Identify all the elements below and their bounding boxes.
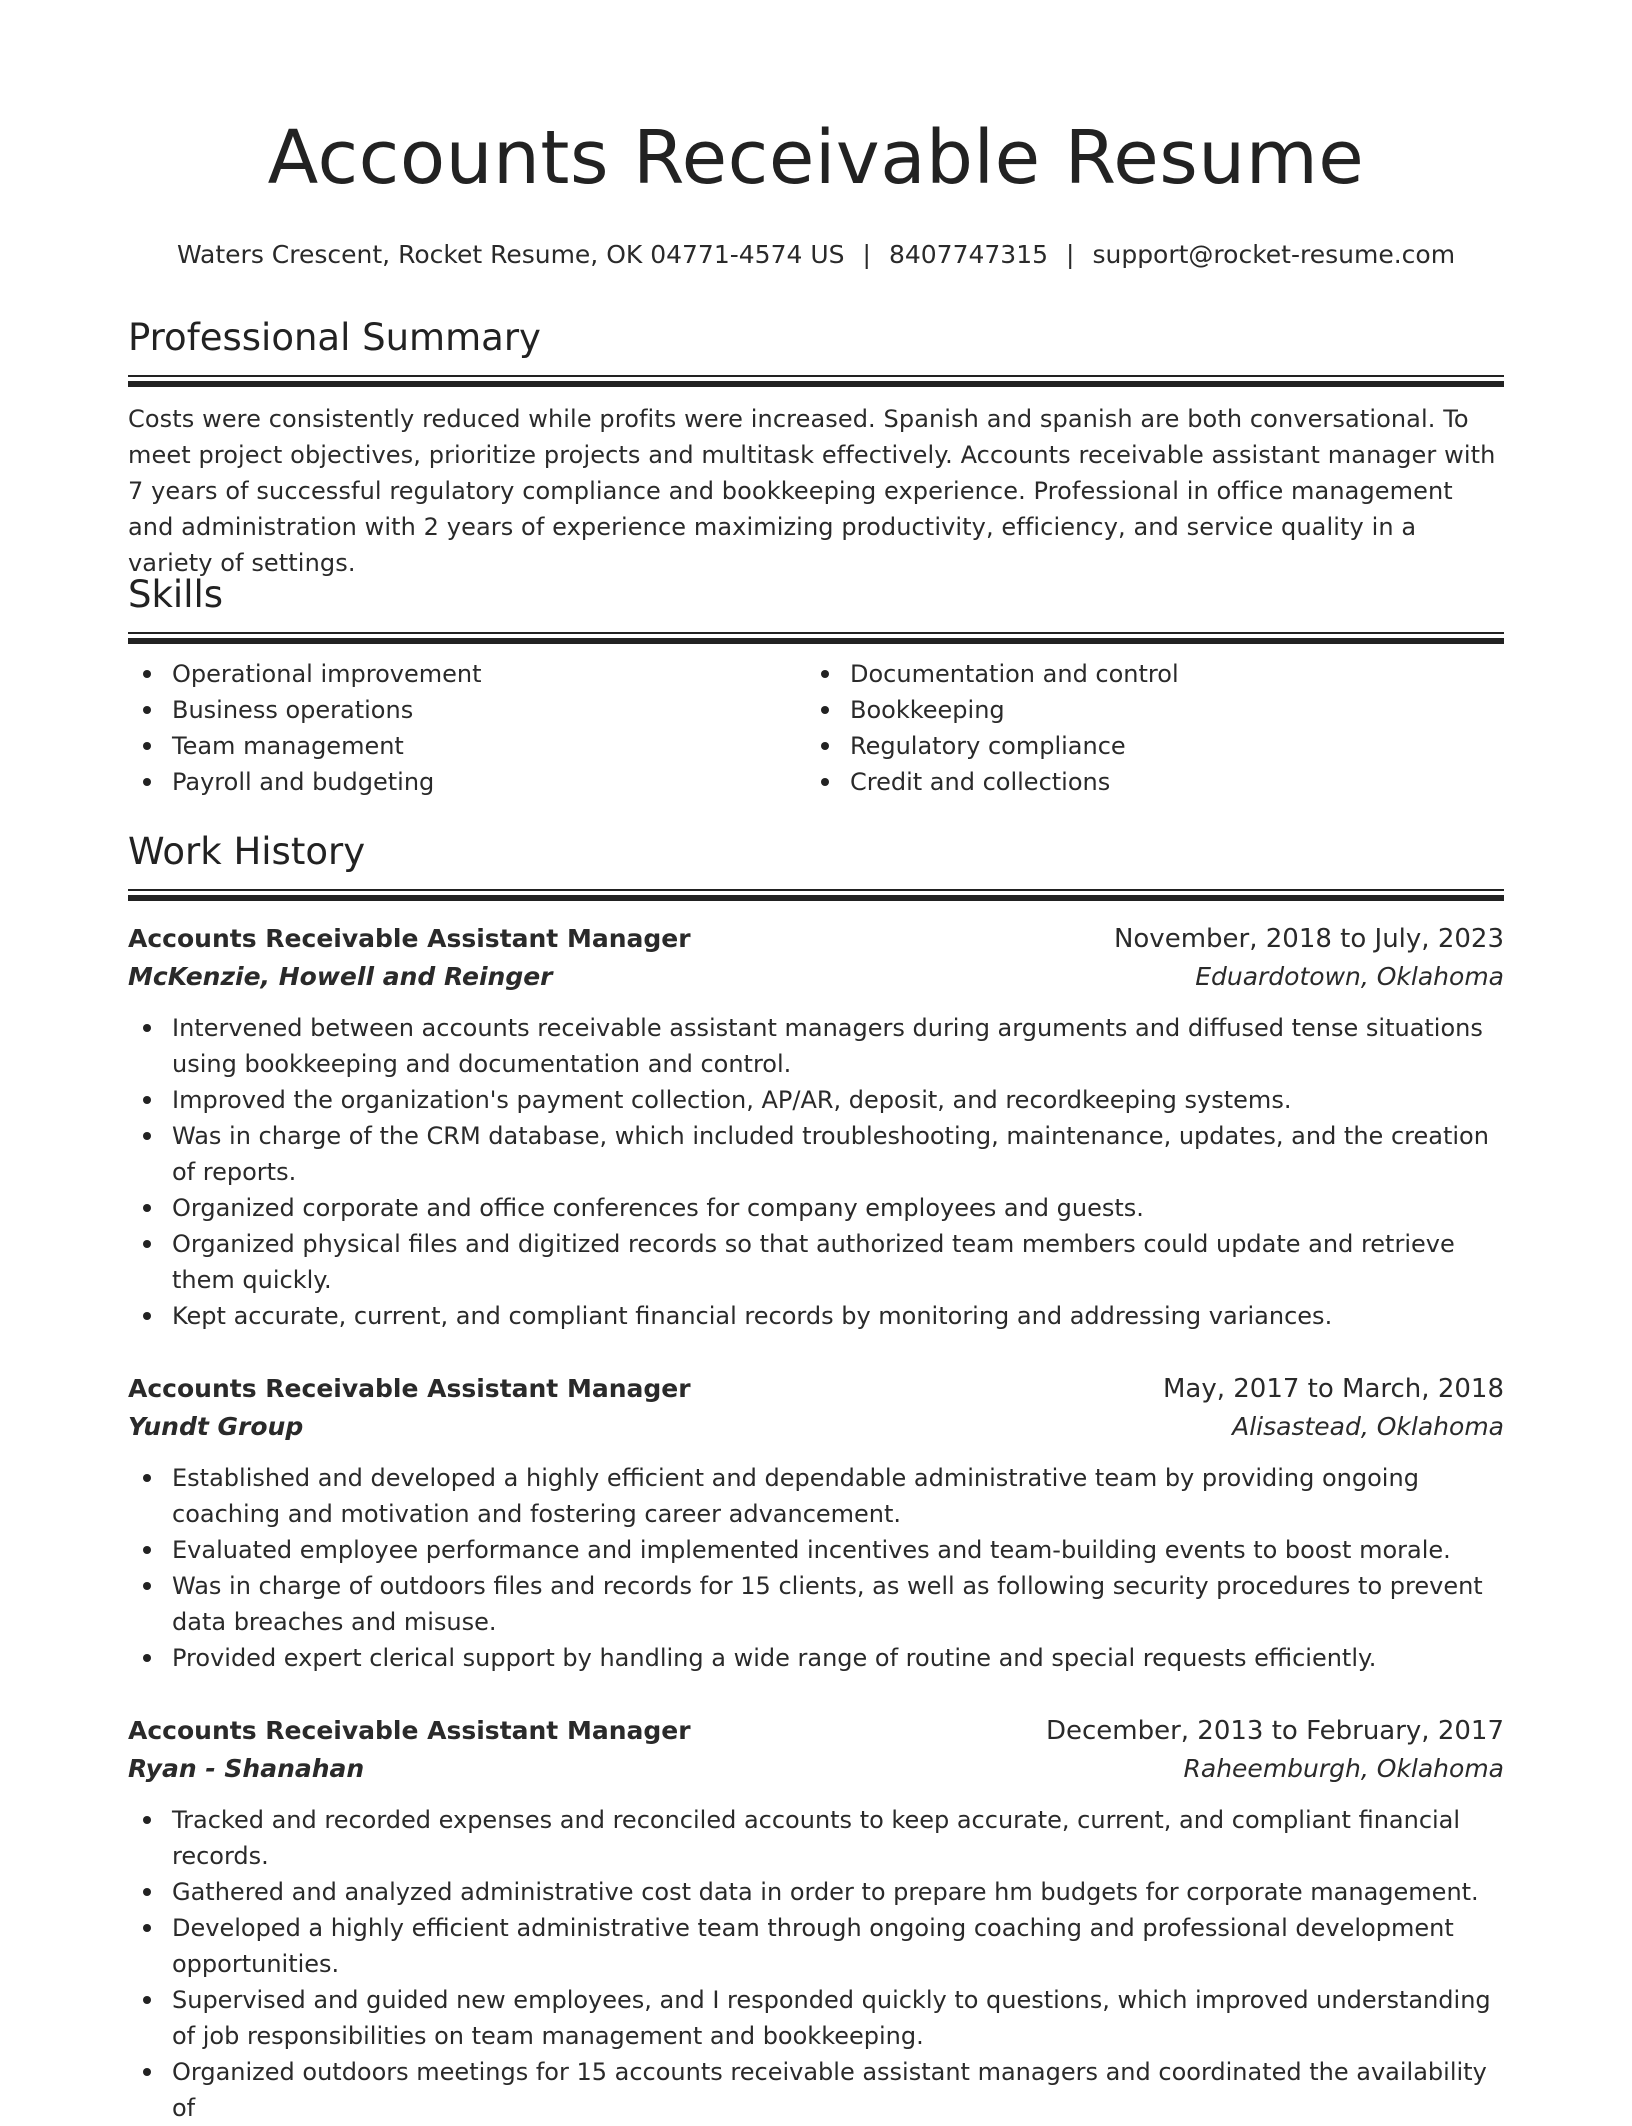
job-duties — [128, 1802, 1504, 2126]
job-company: Yundt Group — [128, 1412, 304, 1441]
skill-item: Documentation and control — [850, 656, 1484, 692]
job-company: Ryan - Shanahan — [128, 1754, 365, 1783]
duty-item: Developed a highly efficient administrative team through ongoing coaching and professional development opportunities. — [172, 1910, 1504, 1982]
skill-item: Business operations — [172, 692, 806, 728]
job-title: Accounts Receivable Assistant Manager — [128, 1716, 691, 1745]
job-entry — [128, 1712, 1504, 2126]
job-location: Alisastead, Oklahoma — [1232, 1412, 1504, 1441]
job-dates: November, 2018 to July, 2023 — [1113, 924, 1504, 954]
skill-item: Team management — [172, 728, 806, 764]
contact-line — [128, 240, 1504, 270]
skills-section — [128, 575, 1504, 800]
job-dates: May, 2017 to March, 2018 — [1162, 1374, 1504, 1404]
resume-title: Accounts Receivable Resume — [267, 115, 1365, 201]
duty-item: Intervened between accounts receivable assistant managers during arguments and diffused tense situations using bookkeeping and documentation and control. — [172, 1010, 1504, 1082]
duty-item: Supervised and guided new employees, and I responded quickly to questions, which improved understanding of job responsibilities on team management and bookkeeping. — [172, 1982, 1504, 2054]
duty-item: Evaluated employee performance and implemented incentives and team-building events to boost morale. — [172, 1532, 1504, 1568]
skill-item: Regulatory compliance — [850, 728, 1484, 764]
job-company: McKenzie, Howell and Reinger — [128, 962, 553, 991]
contact-phone: 8407747315 — [888, 240, 1049, 269]
duty-item: Improved the organization's payment collection, AP/AR, deposit, and recordkeeping systems. — [172, 1082, 1504, 1118]
section-divider — [128, 889, 1504, 901]
skill-item: Payroll and budgeting — [172, 764, 806, 800]
contact-address: Waters Crescent, Rocket Resume, OK 04771-4574 US — [176, 240, 845, 269]
duty-item: Established and developed a highly efficient and dependable administrative team by providing ongoing coaching and motivation and fostering career advancement. — [172, 1460, 1504, 1532]
duty-item: Was in charge of the CRM database, which included troubleshooting, maintenance, updates, and the creation of reports. — [172, 1118, 1504, 1190]
contact-separator: | — [862, 240, 871, 269]
duty-item: Organized outdoors meetings for 15 accounts receivable assistant managers and coordinated the availability of — [172, 2054, 1504, 2126]
skill-item: Bookkeeping — [850, 692, 1484, 728]
job-location: Eduardotown, Oklahoma — [1195, 962, 1504, 991]
section-divider — [128, 375, 1504, 387]
duty-item: Kept accurate, current, and compliant financial records by monitoring and addressing variances. — [172, 1298, 1504, 1334]
job-dates: December, 2013 to February, 2017 — [1045, 1716, 1504, 1746]
job-entry — [128, 920, 1504, 1334]
skill-item: Credit and collections — [850, 764, 1484, 800]
skills-grid — [128, 656, 1504, 800]
duty-item: Tracked and recorded expenses and reconciled accounts to keep accurate, current, and compliant financial records. — [172, 1802, 1504, 1874]
summary-section — [128, 318, 1504, 581]
skill-item: Operational improvement — [172, 656, 806, 692]
skills-heading: Skills — [128, 573, 224, 616]
summary-text: Costs were consistently reduced while profits were increased. Spanish and spanish are both conversational. To meet project objectives, prioritize projects and multitask effectively. Accounts receivable assistant manager with 7 years of successful regulatory compliance and bookkeeping experience. Professional in office management and administration with 2 years of experience maximizing productivity, efficiency, and service quality in a variety of settings. — [128, 404, 1496, 577]
skills-column-left — [128, 656, 806, 800]
job-title: Accounts Receivable Assistant Manager — [128, 924, 691, 953]
work-history-heading: Work History — [128, 830, 366, 873]
job-title: Accounts Receivable Assistant Manager — [128, 1374, 691, 1403]
section-divider — [128, 632, 1504, 644]
job-entry — [128, 1370, 1504, 1676]
skills-column-right — [806, 656, 1484, 800]
duty-item: Provided expert clerical support by handling a wide range of routine and special requests efficiently. — [172, 1640, 1504, 1676]
duty-item: Was in charge of outdoors files and records for 15 clients, as well as following security procedures to prevent data breaches and misuse. — [172, 1568, 1504, 1640]
duty-item: Gathered and analyzed administrative cost data in order to prepare hm budgets for corporate management. — [172, 1874, 1504, 1910]
duty-item: Organized physical files and digitized records so that authorized team members could update and retrieve them quickly. — [172, 1226, 1504, 1298]
job-duties — [128, 1010, 1504, 1334]
duty-item: Organized corporate and office conferences for company employees and guests. — [172, 1190, 1504, 1226]
work-history-section — [128, 832, 1504, 901]
job-location: Raheemburgh, Oklahoma — [1183, 1754, 1504, 1783]
job-duties — [128, 1460, 1504, 1676]
contact-separator: | — [1066, 240, 1075, 269]
summary-heading: Professional Summary — [128, 316, 541, 359]
contact-email: support@rocket-resume.com — [1092, 240, 1456, 269]
